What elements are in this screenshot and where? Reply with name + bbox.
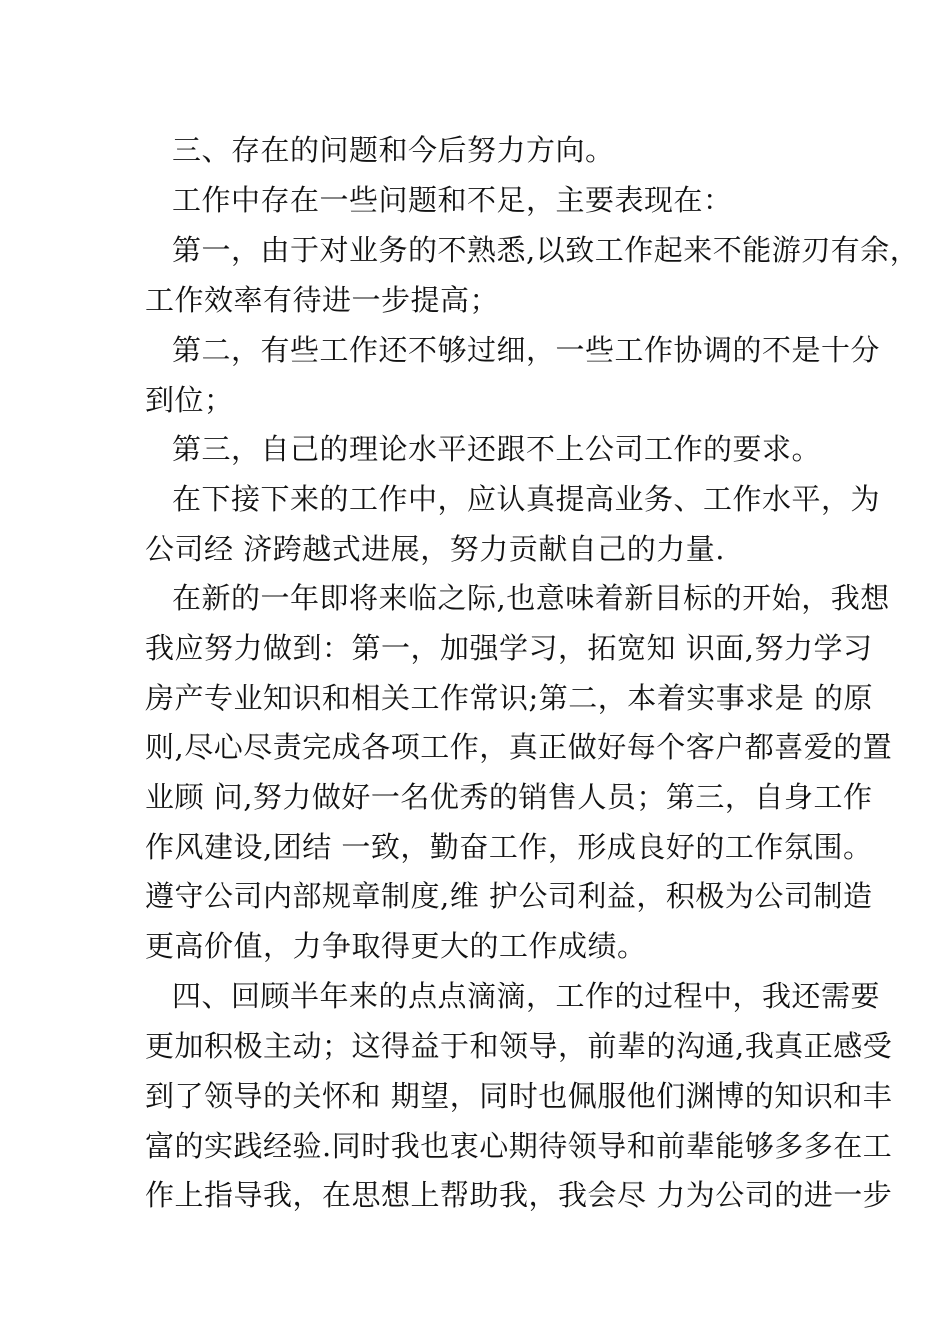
paragraph-line: 第三，自己的理论水平还跟不上公司工作的要求。 xyxy=(172,432,822,466)
paragraph-line: 作上指导我，在思想上帮助我，我会尽 力为公司的进一步 xyxy=(145,1178,893,1212)
paragraph-line: 更加积极主动；这得益于和领导，前辈的沟通,我真正感受 xyxy=(145,1029,893,1063)
paragraph-line: 公司经 济跨越式进展，努力贡献自己的力量. xyxy=(145,532,725,566)
paragraph-line: 工作中存在一些问题和不足，主要表现在： xyxy=(172,183,733,217)
paragraph-line: 作风建设,团结 一致，勤奋工作，形成良好的工作氛围。 xyxy=(145,830,873,864)
paragraph-line: 遵守公司内部规章制度,维 护公司利益，积极为公司制造 xyxy=(145,879,873,913)
paragraph-line: 第一，由于对业务的不熟悉,以致工作起来不能游刃有余， xyxy=(172,233,920,267)
paragraph-line: 我应努力做到：第一，加强学习，拓宽知 识面,努力学习 xyxy=(145,631,873,665)
paragraph-line: 业顾 问,努力做好一名优秀的销售人员；第三，自身工作 xyxy=(145,780,873,814)
paragraph-line: 富的实践经验.同时我也衷心期待领导和前辈能够多多在工 xyxy=(145,1129,893,1163)
paragraph-line: 到位； xyxy=(145,383,234,417)
paragraph-line: 工作效率有待进一步提高； xyxy=(145,283,500,317)
heading-problems: 三、存在的问题和今后努力方向。 xyxy=(172,133,615,167)
paragraph-line: 房产专业知识和相关工作常识;第二，本着实事求是 的原 xyxy=(145,681,873,715)
paragraph-line: 在新的一年即将来临之际,也意味着新目标的开始，我想 xyxy=(172,581,890,615)
paragraph-line: 到了领导的关怀和 期望，同时也佩服他们渊博的知识和丰 xyxy=(145,1079,893,1113)
paragraph-line: 第二，有些工作还不够过细，一些工作协调的不是十分 xyxy=(172,333,881,367)
heading-review: 四、回顾半年来的点点滴滴，工作的过程中，我还需要 xyxy=(172,979,881,1013)
paragraph-line: 更高价值，力争取得更大的工作成绩。 xyxy=(145,929,647,963)
paragraph-line: 在下接下来的工作中，应认真提高业务、工作水平，为 xyxy=(172,482,881,516)
paragraph-line: 则,尽心尽责完成各项工作，真正做好每个客户都喜爱的置 xyxy=(145,730,893,764)
